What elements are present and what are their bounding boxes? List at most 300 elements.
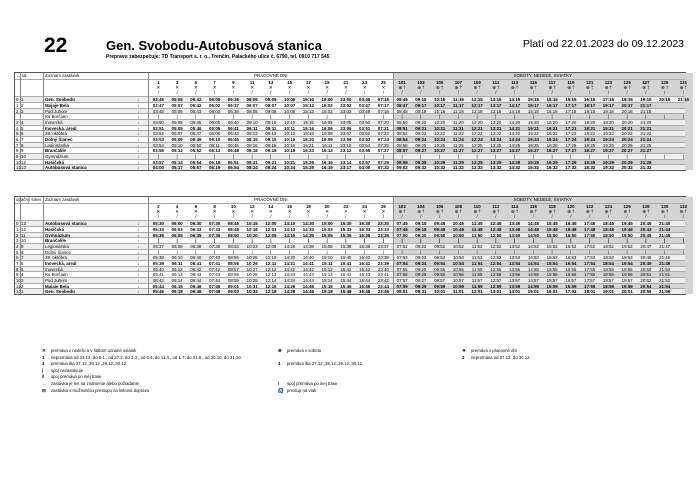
stop-direction-icon: ↓ <box>137 238 140 244</box>
departure-time: 09:48 <box>434 226 446 232</box>
trip-number: 8 <box>213 203 216 209</box>
departure-time: 03:51 <box>359 125 371 131</box>
departure-time: | <box>532 114 534 120</box>
departure-time: 15:48 <box>340 289 352 295</box>
departure-time: 18:21 <box>584 125 596 131</box>
departure-time: 17:32 <box>565 165 577 171</box>
departure-time: 03:55 <box>152 148 164 154</box>
stop-name: Inovecká <box>45 119 63 125</box>
legend-text: spoj nezastavuje <box>51 367 84 373</box>
trip-number: 24 <box>362 203 368 209</box>
trip-symbol: ✕ <box>287 84 292 90</box>
legend-symbol: 1 <box>42 354 45 360</box>
trip-note: / <box>551 214 553 220</box>
stop-name: Legionárska <box>45 142 69 148</box>
stops-header: Zoznam zastávok <box>45 197 80 202</box>
departure-time: | <box>326 114 328 120</box>
trip-number: 121 <box>585 79 594 85</box>
trip-note: / <box>326 214 328 220</box>
departure-time: 16:48 <box>565 226 577 232</box>
trip-symbol: ✕ <box>156 84 161 90</box>
departure-time: 15:35 <box>340 232 352 238</box>
departure-time: 08:05 <box>246 97 258 103</box>
departure-time: 15:42 <box>340 266 352 272</box>
stop-zone: 2 <box>21 283 24 289</box>
departure-time: 14:46 <box>302 283 314 289</box>
departure-time: 12:18 <box>471 108 483 114</box>
departure-time: 03:55 <box>359 148 371 154</box>
departure-time: 12:11 <box>265 261 277 266</box>
departure-time: 09:24 <box>415 137 427 142</box>
departure-time: 03:45 <box>152 97 164 103</box>
departure-time: 17:22 <box>565 131 577 137</box>
departure-time: | <box>364 249 366 255</box>
departure-time: 20:45 <box>640 232 652 238</box>
trip-note: / <box>589 90 591 96</box>
departure-time: | <box>664 114 666 120</box>
departure-time: 15:01 <box>527 289 539 295</box>
departure-time: | <box>251 154 253 160</box>
departure-time: 23:39 <box>377 261 389 266</box>
departure-time: 15:13 <box>302 108 314 114</box>
departure-time: 10:33 <box>246 289 258 295</box>
departure-time: 16:45 <box>565 221 577 227</box>
departure-time: 17:01 <box>565 289 577 295</box>
departure-time: 09:59 <box>434 283 446 289</box>
departure-time: 14:54 <box>527 261 539 266</box>
trip-note: / <box>532 90 534 96</box>
trip-symbol: ✕ <box>231 208 236 214</box>
stop-name: Gen. Svobodu <box>45 97 75 103</box>
departure-time: | <box>364 154 366 160</box>
departure-time: 15:38 <box>340 243 352 249</box>
departure-time: 03:54 <box>359 142 371 148</box>
trip-symbol: ⊕ † <box>548 208 556 214</box>
departure-time: 08:13 <box>246 131 258 137</box>
column-divider <box>393 73 394 170</box>
departure-time: 13:24 <box>490 137 502 142</box>
stop-km: 4 <box>16 125 19 131</box>
trip-number: 26 <box>380 203 386 209</box>
departure-time: 20:01 <box>621 289 633 295</box>
departure-time: 16:52 <box>565 243 577 249</box>
trip-symbol: ⊕ † <box>510 208 519 214</box>
trip-symbol: ⊕ † <box>679 208 688 214</box>
departure-time: | <box>176 249 178 255</box>
trip-symbol: ✕ <box>250 208 254 214</box>
stop-direction-icon: ↓ <box>137 137 140 142</box>
departure-time: 06:43 <box>190 272 202 278</box>
stop-direction-icon: ↓ <box>137 278 140 284</box>
legend-item <box>278 388 316 395</box>
departure-time: 15:05 <box>321 232 333 238</box>
departure-time: 16:22 <box>546 131 558 137</box>
departure-time: 11:50 <box>471 232 483 238</box>
departure-time: 15:18 <box>527 108 539 114</box>
departure-time: 16:24 <box>546 137 558 142</box>
departure-time: | <box>532 238 534 244</box>
departure-time: 17:54 <box>584 261 596 266</box>
stop-km: 9 <box>16 154 19 160</box>
departure-time: 08:52 <box>396 131 408 137</box>
departure-time: 12:45 <box>490 221 502 227</box>
departure-time: | <box>589 238 591 244</box>
departure-time: 19:21 <box>602 125 614 131</box>
departure-time: 16:46 <box>359 283 371 289</box>
legend-item <box>42 355 242 362</box>
departure-time: 06:07 <box>246 102 258 108</box>
legend-item <box>42 374 101 381</box>
stop-zone: 1 <box>21 97 24 103</box>
departure-time: 16:53 <box>565 255 577 261</box>
departure-time: 15:46 <box>340 283 352 289</box>
stop-zone: 7 <box>21 137 24 142</box>
trip-symbol: ⊕ † <box>585 208 594 214</box>
departure-time: 07:29 <box>377 159 389 165</box>
departure-time: 09:55 <box>434 266 446 272</box>
departure-time: 10:07 <box>284 102 296 108</box>
departure-time: | <box>382 114 384 120</box>
stop-name: Autobusová stanica <box>45 221 87 227</box>
departure-time: 08:57 <box>227 266 239 272</box>
departure-time: 14:22 <box>284 266 296 272</box>
stop-direction-icon: ↓ <box>137 266 140 272</box>
stop-km: 0 <box>16 97 19 103</box>
departure-time: 09:15 <box>265 137 277 142</box>
departure-time: | <box>607 238 609 244</box>
departure-time: 16:02 <box>321 102 333 108</box>
departure-time: | <box>195 114 197 120</box>
legend-text: premáva v sobotu <box>287 348 322 353</box>
departure-time: 11:21 <box>452 125 464 131</box>
departure-time: | <box>289 249 291 255</box>
departure-time: 17:27 <box>565 148 577 154</box>
legend-symbol: / <box>278 381 280 386</box>
departure-time: 08:51 <box>396 125 408 131</box>
trip-number: 127 <box>642 79 650 85</box>
departure-time: 23:30 <box>377 221 389 227</box>
departure-time: 10:05 <box>284 97 296 103</box>
departure-time: 10:15 <box>284 137 296 142</box>
departure-time: | <box>214 114 216 120</box>
departure-time: 10:27 <box>246 266 258 272</box>
departure-time: | <box>326 249 328 255</box>
departure-time: 09:02 <box>396 165 408 171</box>
trip-note: / <box>607 90 609 96</box>
departure-time: 05:38 <box>152 255 164 261</box>
departure-time: 13:50 <box>509 232 521 238</box>
departure-time: 05:07 <box>171 131 183 137</box>
departure-time: | <box>420 154 422 160</box>
departure-time: 06:41 <box>190 261 202 266</box>
stop-zone: 6 <box>21 131 24 137</box>
stop-zone: 12 <box>21 226 26 232</box>
departure-time: 09:22 <box>415 131 427 137</box>
departure-time: 11:54 <box>471 261 483 266</box>
stop-zone: 11 <box>21 232 26 238</box>
departure-time: 07:42 <box>209 266 221 272</box>
trip-number: 22 <box>343 203 349 209</box>
departure-time: 19:56 <box>621 272 633 278</box>
departure-time: 21:50 <box>659 266 671 272</box>
departure-time: | <box>551 114 553 120</box>
departure-time: 18:27 <box>584 148 596 154</box>
departure-time: | <box>682 238 684 244</box>
trip-number: 4 <box>175 203 179 209</box>
departure-time: 20:21 <box>621 125 633 131</box>
departure-time: 20:17 <box>621 102 633 108</box>
departure-time: 23:07 <box>340 131 352 137</box>
trip-symbol: ⊕ † <box>623 208 631 214</box>
stop-name: Pod Juhom <box>45 108 68 114</box>
departure-time: 21:56 <box>659 289 671 295</box>
trip-note: / <box>345 90 347 96</box>
departure-time: 21:17 <box>640 102 652 108</box>
legend-symbol: 3 <box>42 361 45 367</box>
weekend-label: SOBOTY, NEDEĽE, SVIATKY <box>513 73 572 78</box>
column-divider <box>43 197 44 294</box>
departure-time: 18:24 <box>584 137 596 142</box>
departure-time: 23:06 <box>340 125 352 131</box>
departure-time: 09:26 <box>415 272 427 278</box>
trip-symbol: ⊕ † <box>454 84 463 90</box>
departure-time: 15:54 <box>546 261 558 266</box>
departure-time: 10:31 <box>246 283 258 289</box>
departure-time: 12:01 <box>471 289 483 295</box>
departure-time: 14:44 <box>302 278 314 284</box>
departure-time: | <box>570 114 572 120</box>
stop-name: Brančalile <box>45 238 66 244</box>
departure-time: 11:59 <box>471 283 483 289</box>
departure-time: 15:21 <box>527 125 539 131</box>
departure-time: 13:22 <box>490 131 502 137</box>
departure-time: 09:27 <box>415 148 427 154</box>
departure-time: 09:18 <box>415 108 427 114</box>
departure-time: 20:47 <box>640 243 652 249</box>
departure-time: 07:44 <box>209 278 221 284</box>
trip-note: / <box>664 90 666 96</box>
departure-time: 06:03 <box>171 226 183 232</box>
departure-time: | <box>514 238 516 244</box>
departure-time: 12:13 <box>265 272 277 278</box>
departure-time: | <box>495 114 497 120</box>
stop-km: 2 <box>16 108 19 114</box>
legend-text: spoj premáva po inej trase <box>51 374 102 380</box>
departure-time: 20:49 <box>640 261 652 266</box>
trip-note: / <box>195 90 197 96</box>
departure-time: 10:01 <box>434 289 446 295</box>
trip-number: 12 <box>249 203 255 209</box>
departure-time: 09:53 <box>434 255 446 261</box>
departure-time: 20:20 <box>621 119 633 125</box>
column-divider <box>393 197 394 294</box>
departure-time: 18:32 <box>584 165 596 171</box>
departure-time: | <box>682 249 684 255</box>
departure-time: 16:33 <box>359 226 371 232</box>
departure-time: 12:00 <box>265 221 277 227</box>
trip-note: / <box>382 90 384 96</box>
trip-symbol: ✕ <box>231 84 236 90</box>
departure-time: 13:55 <box>509 266 521 272</box>
trip-symbol: ⊕ † <box>660 208 669 214</box>
departure-time: 15:15 <box>527 97 539 103</box>
trip-note: / <box>514 214 516 220</box>
trip-symbol: ✕ <box>175 84 179 90</box>
trip-number: 107 <box>454 79 463 85</box>
stop-km: 7 <box>16 261 19 266</box>
departure-time: 07:45 <box>396 221 408 227</box>
departure-time: 12:18 <box>265 289 277 295</box>
departure-time: 13:27 <box>490 148 502 154</box>
column-divider <box>43 73 44 170</box>
trip-note: / <box>457 214 459 220</box>
departure-time: 21:21 <box>640 125 652 131</box>
departure-time: | <box>401 114 403 120</box>
departure-time: 21:54 <box>659 283 671 289</box>
departure-time: 07:53 <box>396 255 408 261</box>
departure-time: 17:21 <box>565 125 577 131</box>
departure-time: 19:18 <box>602 108 614 114</box>
stop-km: 8 <box>16 148 19 154</box>
stop-direction-icon: ↓ <box>137 243 140 249</box>
departure-time: 06:13 <box>209 148 221 154</box>
departure-time: 07:48 <box>396 226 408 232</box>
departure-time: 07:56 <box>396 272 408 278</box>
departure-time: 05:54 <box>190 159 202 165</box>
departure-time: 08:48 <box>396 108 408 114</box>
departure-time: 10:48 <box>452 226 464 232</box>
departure-time: 14:56 <box>527 272 539 278</box>
departure-time: 05:12 <box>171 148 183 154</box>
stop-direction-icon: ↓ <box>137 131 140 137</box>
departure-time: 20:54 <box>640 283 652 289</box>
trip-note: / <box>270 90 272 96</box>
legend-text: premáva v pracovné dni <box>471 348 517 353</box>
legend-item <box>278 361 363 368</box>
trip-symbol: ⊕ † <box>623 84 631 90</box>
departure-time: 10:13 <box>284 131 296 137</box>
departure-time: 14:23 <box>284 272 296 278</box>
stop-zone: 7 <box>21 255 24 261</box>
departure-time: 14:38 <box>302 243 314 249</box>
trip-symbol: ⊕ † <box>642 208 650 214</box>
departure-time: 16:25 <box>546 142 558 148</box>
departure-time: 15:08 <box>321 243 333 249</box>
departure-time: 11:22 <box>453 131 464 137</box>
departure-time: 09:56 <box>434 272 446 278</box>
departure-time: 10:27 <box>434 148 446 154</box>
departure-time: 14:45 <box>527 221 539 227</box>
departure-time: 16:18 <box>546 108 558 114</box>
trip-note: / <box>401 90 403 96</box>
departure-time: 09:29 <box>415 159 427 165</box>
departure-time: 13:01 <box>490 289 502 295</box>
departure-time: 07:48 <box>209 289 221 295</box>
departure-time: 08:21 <box>246 159 258 165</box>
departure-time: 21:47 <box>659 243 671 249</box>
departure-time: 07:33 <box>209 226 221 232</box>
departure-time: 21:15 <box>677 97 689 103</box>
departure-time: 03:53 <box>152 137 164 142</box>
departure-time: 17:24 <box>565 137 577 142</box>
departure-time: | <box>514 249 516 255</box>
departure-time: | <box>682 114 684 120</box>
departure-time: 07:24 <box>377 137 389 142</box>
departure-time: 09:15 <box>415 221 427 227</box>
departure-time: 21:51 <box>659 272 671 278</box>
departure-time: 19:55 <box>621 266 633 272</box>
trip-symbol: ✕ <box>194 84 198 90</box>
departure-time: 03:47 <box>152 102 164 108</box>
trip-note: / <box>420 214 422 220</box>
departure-time: | <box>589 154 591 160</box>
departure-time: 07:32 <box>377 165 389 171</box>
departure-time: 15:14 <box>321 278 333 284</box>
stop-zone: 2 <box>21 102 24 108</box>
stop-km: 10 <box>16 159 21 165</box>
departure-time: 06:11 <box>171 261 183 266</box>
departure-time: 08:01 <box>396 289 408 295</box>
departure-time: | <box>214 238 216 244</box>
departure-time: | <box>476 154 478 160</box>
departure-time: 12:21 <box>471 125 483 131</box>
departure-time: | <box>664 154 666 160</box>
trip-note: / <box>307 214 309 220</box>
departure-time: 06:10 <box>209 137 221 142</box>
departure-time: 09:10 <box>265 119 277 125</box>
timetable-outbound <box>14 72 689 171</box>
departure-time: 16:05 <box>321 119 333 125</box>
departure-time: 21:40 <box>659 221 671 227</box>
departure-time: | <box>570 238 572 244</box>
departure-time: | <box>682 154 684 160</box>
departure-time: | <box>307 249 309 255</box>
departure-time: 14:32 <box>509 165 521 171</box>
departure-time: 06:44 <box>190 278 202 284</box>
departure-time: 10:21 <box>434 125 446 131</box>
departure-time: 15:53 <box>546 255 558 261</box>
trip-number: 115 <box>529 79 537 85</box>
departure-time: 17:29 <box>565 159 577 165</box>
departure-time: 05:42 <box>190 102 202 108</box>
departure-time: 20:25 <box>621 142 633 148</box>
departure-time: 21:49 <box>659 261 671 266</box>
departure-time: 14:30 <box>302 221 314 227</box>
departure-time: 23:42 <box>377 278 389 284</box>
departure-time: 15:18 <box>302 131 314 137</box>
legend-text: zastávka je len na znamenie alebo požiadanie <box>51 381 139 386</box>
trip-symbol: ⊕ † <box>492 208 500 214</box>
departure-time: | <box>382 238 384 244</box>
stop-name: Majaje Bela <box>45 283 69 289</box>
departure-time: 14:18 <box>509 108 521 114</box>
stop-direction-icon: ↓ <box>137 249 140 255</box>
departure-time: 18:15 <box>621 97 633 103</box>
trip-number: 7 <box>213 79 216 85</box>
departure-time: 12:12 <box>265 266 277 272</box>
trip-symbol: ✕ <box>362 84 367 90</box>
departure-time: 08:57 <box>396 148 408 154</box>
departure-time: 05:42 <box>190 97 202 103</box>
departure-time: 15:20 <box>527 119 539 125</box>
departure-time: 05:09 <box>171 137 183 142</box>
departure-time: 08:08 <box>246 108 258 114</box>
trip-number: 101 <box>398 79 406 85</box>
departure-time: 21:22 <box>640 131 652 137</box>
departure-time: 09:15 <box>415 97 427 103</box>
trip-number: 20 <box>324 203 330 209</box>
departure-time: 09:05 <box>265 97 277 103</box>
